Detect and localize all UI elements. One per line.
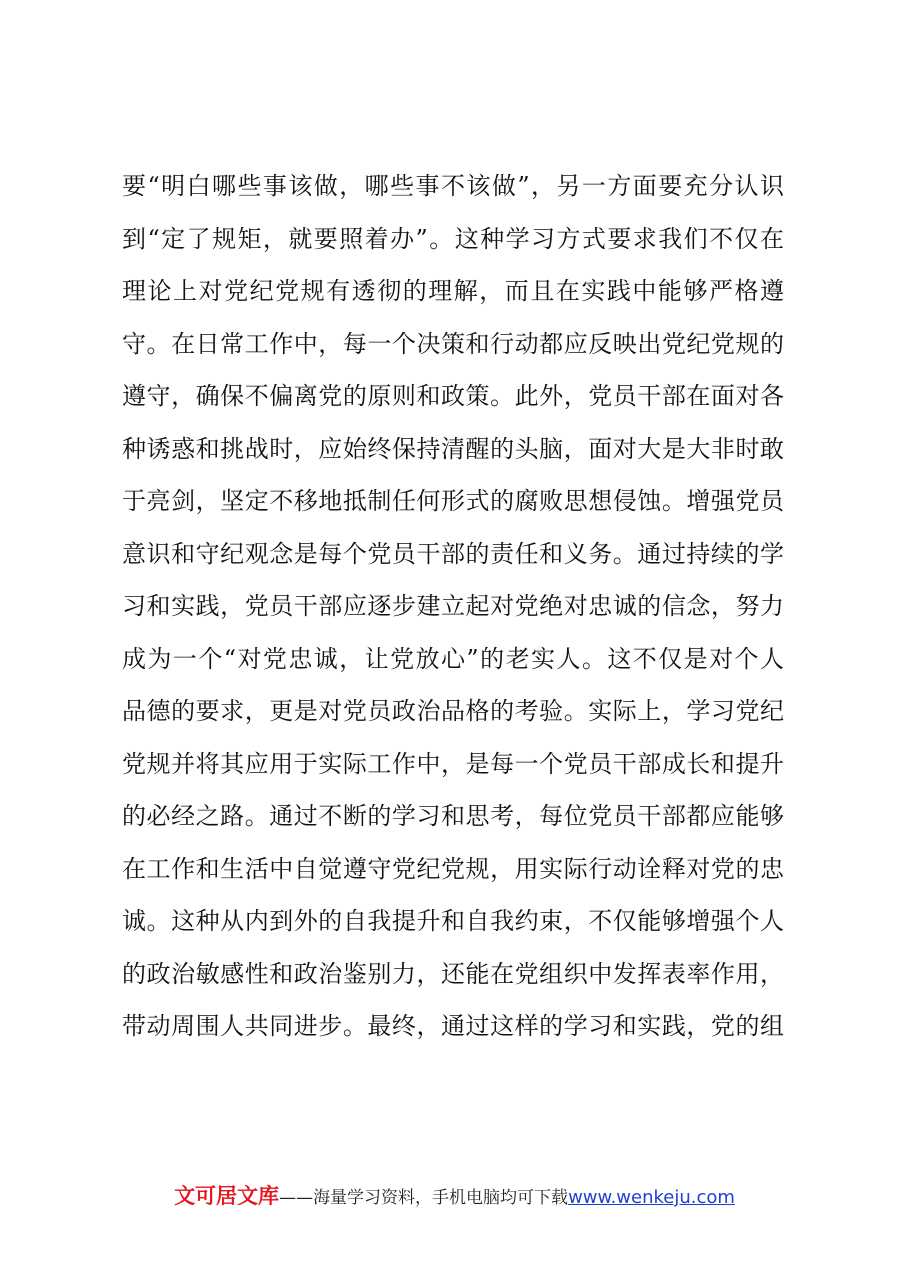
text-line: 要“明白哪些事该做，哪些事不该做”，另一方面要充分认识 bbox=[122, 172, 784, 200]
brand-name: 文可居文库 bbox=[174, 1184, 280, 1208]
website-link[interactable]: www.wenkeju.com bbox=[568, 1187, 735, 1208]
body-paragraph bbox=[122, 160, 784, 1053]
text-line: 守。在日常工作中，每一个决策和行动都应反映出党纪党规的 bbox=[122, 329, 784, 358]
text-line: 意识和守纪观念是每个党员干部的责任和义务。通过持续的学 bbox=[122, 539, 784, 568]
text-line: 带动周围人共同进步。最终，通过这样的学习和实践，党的组 bbox=[122, 1012, 784, 1040]
text-line: 理论上对党纪党规有透彻的理解，而且在实践中能够严格遵 bbox=[122, 277, 784, 305]
text-line: 的必经之路。通过不断的学习和思考，每位党员干部都应能够 bbox=[122, 802, 784, 830]
text-line: 诚。这种从内到外的自我提升和自我约束，不仅能够增强个人 bbox=[122, 907, 784, 935]
footer-banner bbox=[0, 1180, 909, 1210]
text-line: 党规并将其应用于实际工作中，是每一个党员干部成长和提升 bbox=[122, 749, 784, 778]
footer-tagline: ——海量学习资料，手机电脑均可下载 bbox=[279, 1188, 569, 1208]
text-line: 习和实践，党员干部应逐步建立起对党绝对忠诚的信念，努力 bbox=[122, 592, 784, 620]
text-line: 的政治敏感性和政治鉴别力，还能在党组织中发挥表率作用， bbox=[122, 959, 784, 988]
text-line: 在工作和生活中自觉遵守党纪党规，用实际行动诠释对党的忠 bbox=[122, 854, 784, 883]
text-line: 于亮剑，坚定不移地抵制任何形式的腐败思想侵蚀。增强党员 bbox=[122, 487, 784, 515]
text-line: 品德的要求，更是对党员政治品格的考验。实际上，学习党纪 bbox=[122, 697, 784, 725]
text-line: 成为一个“对党忠诚，让党放心”的老实人。这不仅是对个人 bbox=[122, 644, 784, 673]
text-line: 种诱惑和挑战时，应始终保持清醒的头脑，面对大是大非时敢 bbox=[122, 434, 784, 463]
text-line: 到“定了规矩，就要照着办”。这种学习方式要求我们不仅在 bbox=[122, 224, 784, 253]
text-line: 遵守，确保不偏离党的原则和政策。此外，党员干部在面对各 bbox=[122, 382, 784, 410]
